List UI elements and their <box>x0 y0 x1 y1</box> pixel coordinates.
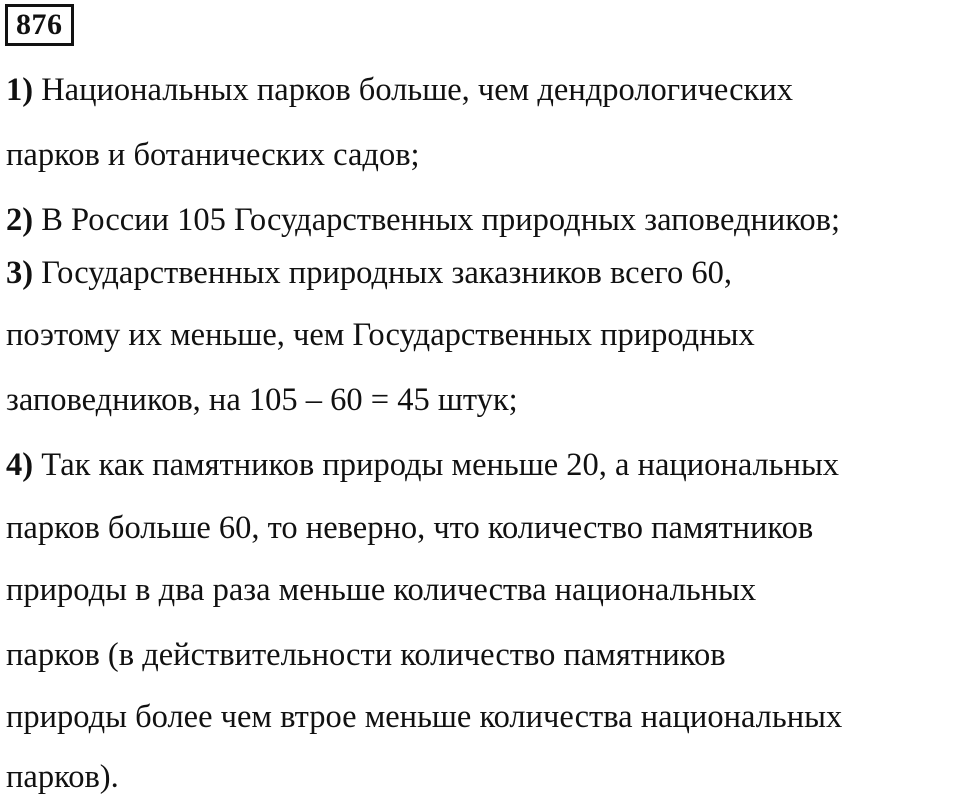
problem-number-box: 876 <box>5 4 74 46</box>
item-4-text-1: Так как памятников природы меньше 20, а национальных <box>41 447 840 483</box>
item-4-line-4 <box>6 635 726 675</box>
item-3-number: 3) <box>6 255 34 291</box>
item-1-text-1: Национальных парков больше, чем дендрологических <box>41 72 793 108</box>
item-4-line-2 <box>6 508 813 548</box>
item-4-text-4: парков (в действительности количество памятников <box>6 637 726 673</box>
item-4-text-3: природы в два раза меньше количества национальных <box>6 572 757 608</box>
item-3-text-1: Государственных природных заказников всего 60, <box>41 255 732 291</box>
item-4-text-5: природы более чем втрое меньше количества национальных <box>6 699 843 735</box>
item-3-text-3: заповедников, на 105 – 60 = 45 штук; <box>6 382 518 418</box>
item-3-line-3 <box>6 380 518 420</box>
item-4-text-2: парков больше 60, то неверно, что количество памятников <box>6 510 814 546</box>
item-2-line-1 <box>6 200 840 240</box>
item-4-text-6: парков). <box>6 759 119 795</box>
item-3-text-2: поэтому их меньше, чем Государственных природных <box>6 317 755 353</box>
item-2-text-1: В России 105 Государственных природных заповедников; <box>41 202 841 238</box>
item-4-number: 4) <box>6 447 34 483</box>
item-1-line-2 <box>6 135 420 175</box>
item-1-text-2: парков и ботанических садов; <box>6 137 420 173</box>
item-1-line-1 <box>6 70 793 110</box>
item-4-line-6 <box>6 757 119 797</box>
item-2-number: 2) <box>6 202 34 238</box>
item-4-line-3 <box>6 570 756 610</box>
item-4-line-1 <box>6 445 839 485</box>
item-3-line-1 <box>6 253 732 293</box>
item-1-number: 1) <box>6 72 34 108</box>
item-3-line-2 <box>6 315 755 355</box>
item-4-line-5 <box>6 697 842 737</box>
